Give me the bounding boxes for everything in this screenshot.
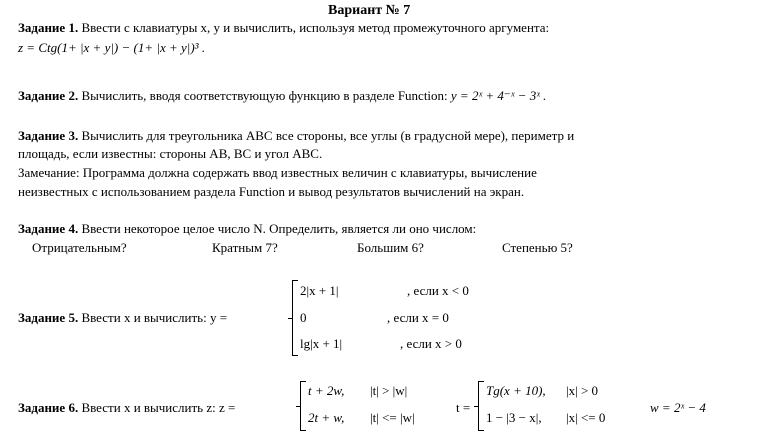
task3-label: Задание 3. — [18, 128, 79, 143]
task5-case3-expr: lg|x + 1| — [300, 336, 343, 351]
task5-case2-cond: , если x = 0 — [387, 310, 449, 325]
task5-brace-tip — [288, 318, 293, 319]
task6-w-formula: w = 2ˣ − 4 — [650, 400, 706, 415]
task4-option-power5: Степенью 5? — [502, 240, 573, 255]
task5-case1-expr: 2|x + 1| — [300, 283, 339, 298]
task2-formula: y = 2ˣ + 4⁻ˣ − 3ˣ . — [450, 88, 547, 103]
task6-t-brace-tip — [474, 406, 479, 407]
task1-label: Задание 1. — [18, 20, 79, 35]
task5-lhs: y = — [209, 310, 228, 325]
page-title: Вариант № 7 — [328, 3, 411, 18]
task5-line — [18, 310, 227, 326]
task6-text: Ввести x и вычислить z: z = — [81, 400, 236, 415]
task6-t-case2-expr: 1 − |3 − x|, — [486, 410, 542, 425]
task3-line1 — [18, 128, 574, 144]
task5-label: Задание 5. — [18, 310, 79, 325]
task6-t-case2-cond: |x| <= 0 — [566, 410, 606, 425]
task6-z-brace-tip — [296, 406, 301, 407]
task6-z-case2-expr: 2t + w, — [308, 410, 345, 425]
task4-text: Ввести некоторое целое число N. Определить, является ли оно числом: — [81, 221, 477, 236]
task5-case2-expr: 0 — [300, 310, 307, 325]
task3-note-line1: Замечание: Программа должна содержать ввод известных величин с клавиатуры, вычисление — [18, 165, 537, 180]
task6-label: Задание 6. — [18, 400, 79, 415]
task6-t-case1-cond: |x| > 0 — [566, 383, 599, 398]
task4-option-negative: Отрицательным? — [32, 240, 127, 255]
task3-line2: площадь, если известны: стороны AB, BC и угол ABC. — [18, 146, 323, 161]
task6-line — [18, 400, 235, 416]
task3-text: Вычислить для треугольника ABC все стороны, все углы (в градусной мере), периметр и — [81, 128, 575, 143]
task5-text: Ввести x и вычислить: — [81, 310, 207, 325]
task2-label: Задание 2. — [18, 88, 79, 103]
task5-case1-cond: , если x < 0 — [407, 283, 469, 298]
task4-option-multiple7: Кратным 7? — [212, 240, 278, 255]
task6-t-lhs: t = — [456, 400, 471, 415]
task5-case3-cond: , если x > 0 — [400, 336, 462, 351]
task1-text: Ввести с клавиатуры x, y и вычислить, используя метод промежуточного аргумента: — [81, 20, 550, 35]
task6-z-case1-cond: |t| > |w| — [370, 383, 408, 398]
task2-text: Вычислить, вводя соответствующую функцию в разделе Function: — [81, 88, 448, 103]
task6-z-case1-expr: t + 2w, — [308, 383, 345, 398]
task6-t-case1-expr: Tg(x + 10), — [486, 383, 546, 398]
task6-z-case2-cond: |t| <= |w| — [370, 410, 415, 425]
task1-formula: z = Ctg(1+ |x + y|) − (1+ |x + y|)³ . — [18, 40, 206, 55]
task4-option-greater6: Большим 6? — [357, 240, 424, 255]
task4-label: Задание 4. — [18, 221, 79, 236]
task4-line — [18, 221, 476, 237]
task2-line — [18, 88, 546, 104]
task3-note-line2: неизвестных с использованием раздела Function и вывод результатов вычислений на экран. — [18, 184, 525, 199]
task1-line — [18, 20, 758, 36]
